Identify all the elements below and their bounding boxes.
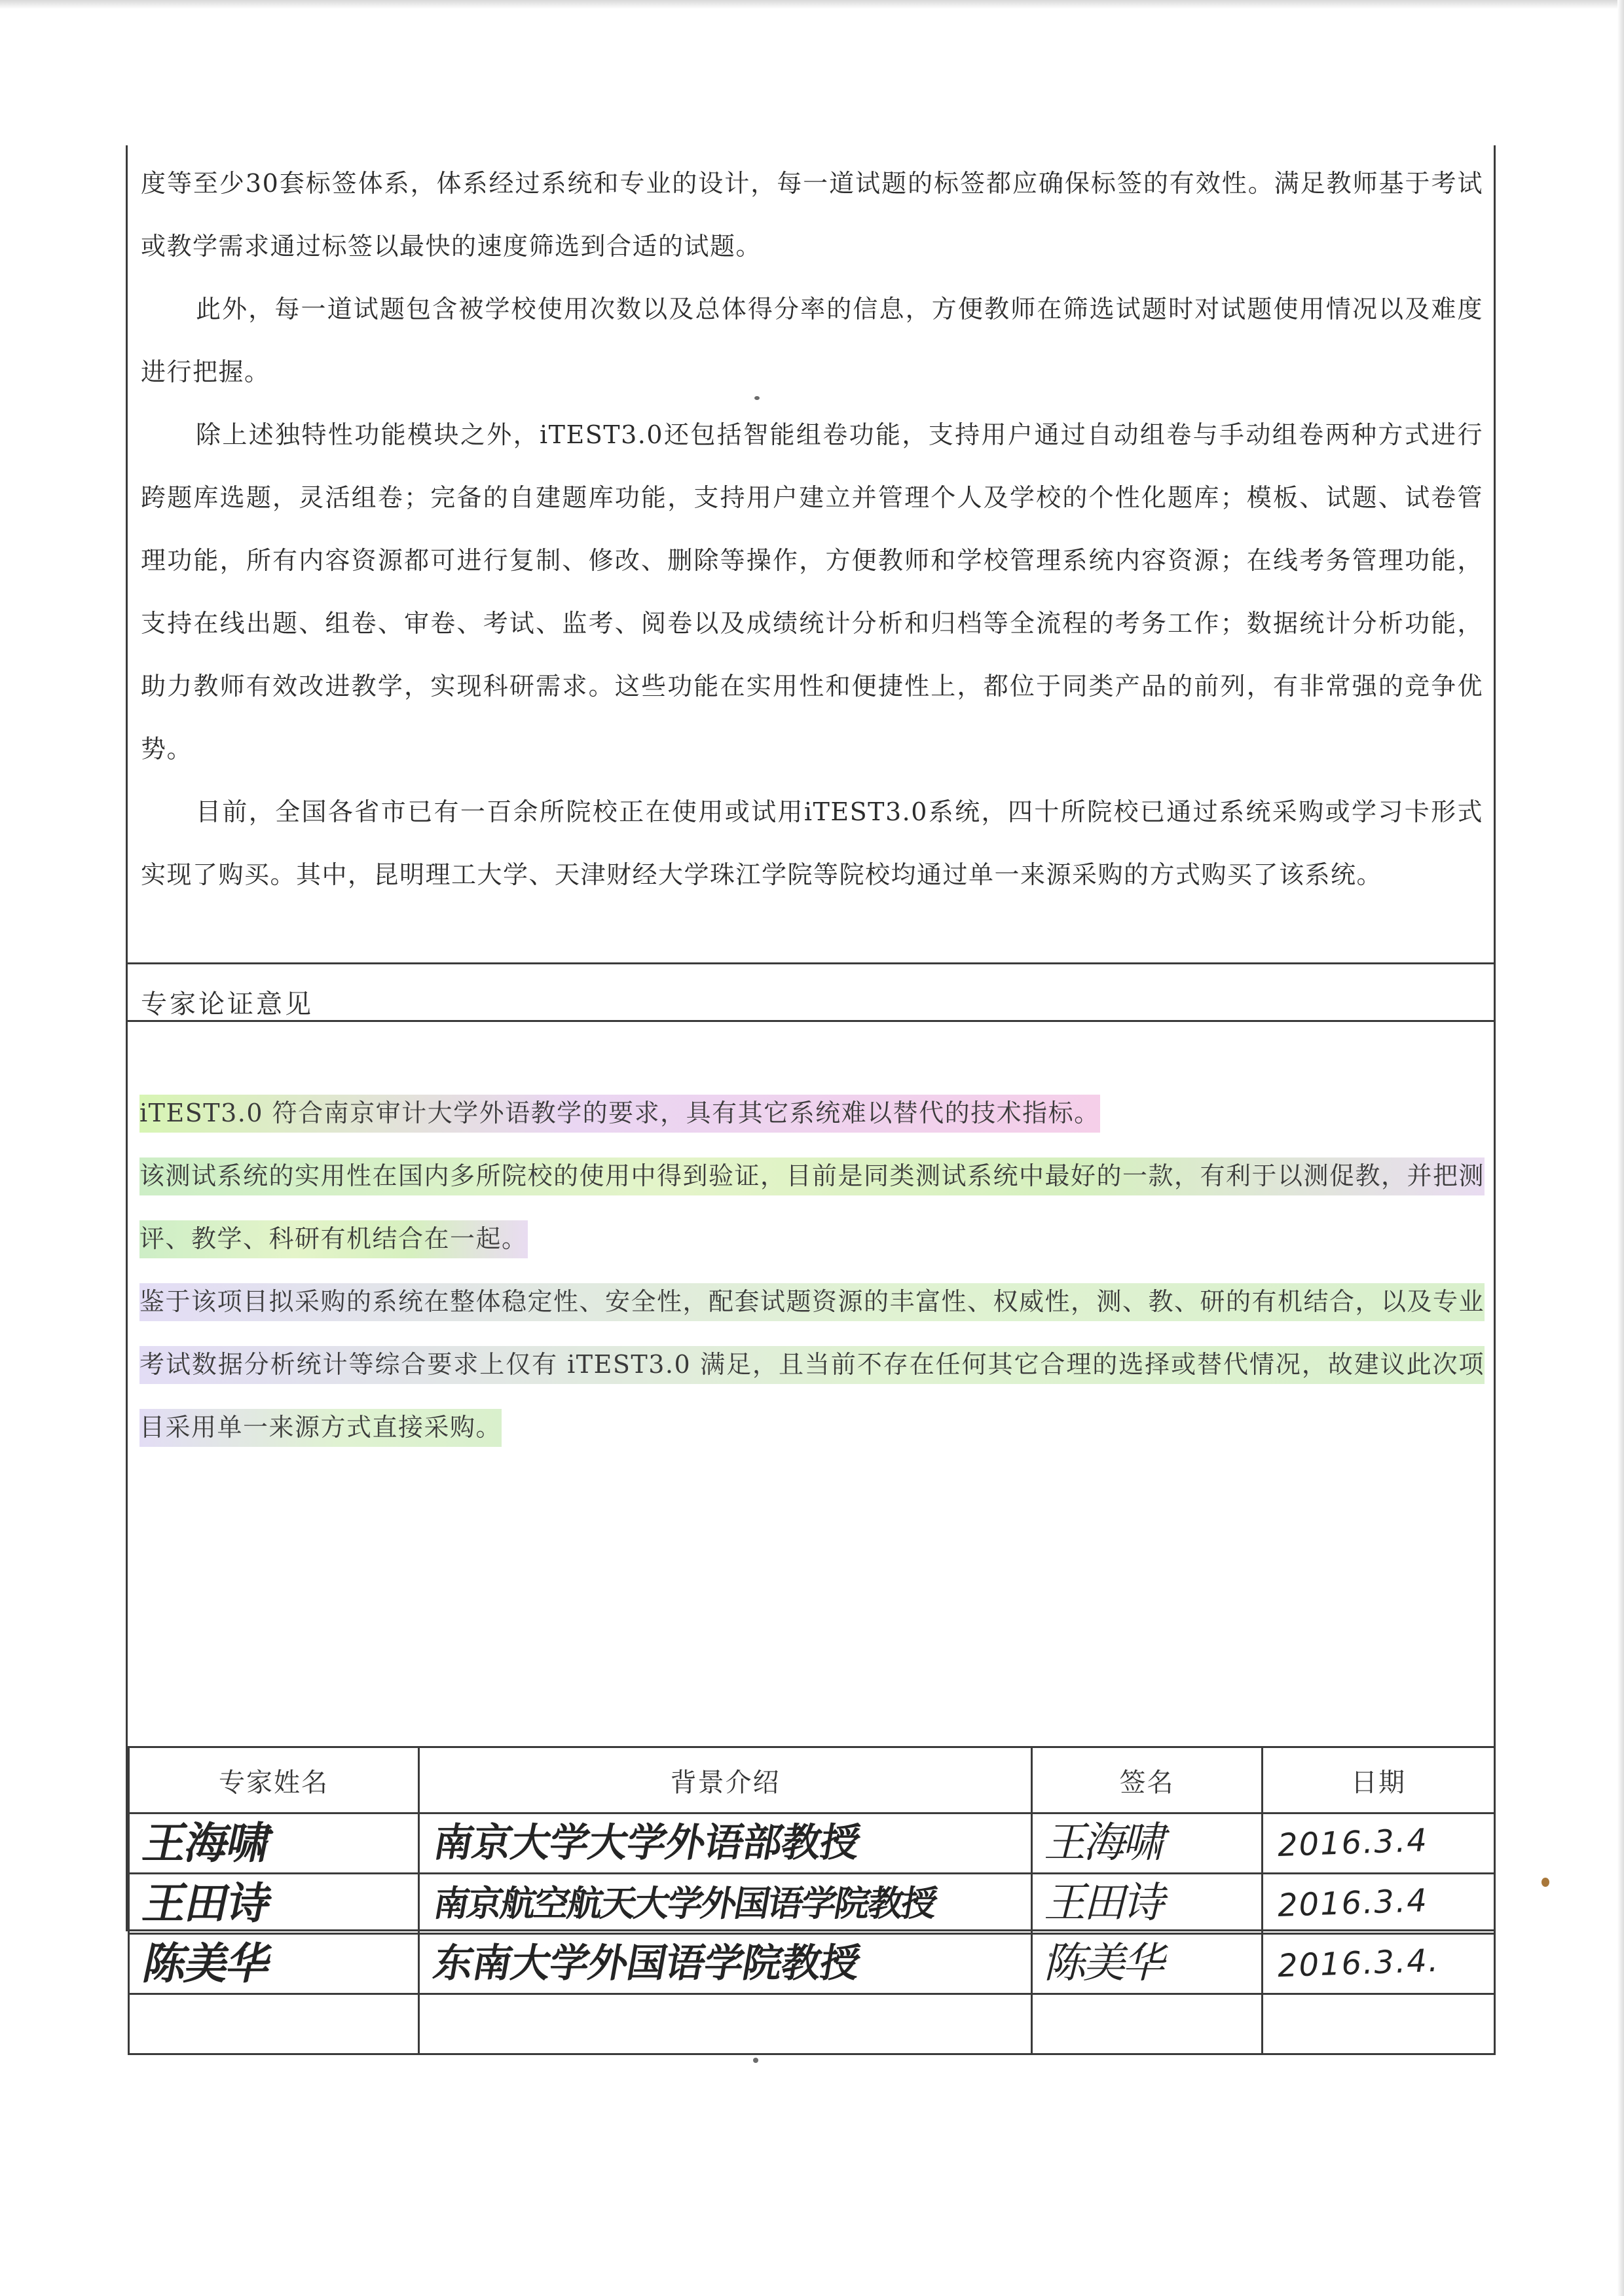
expert-opinion-text [139, 1082, 1485, 1459]
table-header-row [129, 1747, 1495, 1813]
scan-speck [1541, 1878, 1549, 1887]
background-cell [419, 1934, 1032, 1994]
handwritten-signature: 陈美华 [1041, 1939, 1172, 1988]
expert-opinion-label: 专家论证意见 [141, 989, 314, 1019]
opinion-line [139, 1082, 1485, 1144]
continued-description [141, 152, 1483, 906]
expert-name-cell [129, 1934, 419, 1994]
handwritten-name: 王海啸 [138, 1818, 276, 1868]
signature-cell [1032, 1994, 1263, 2054]
table-row [129, 1813, 1495, 1874]
paragraph: 目前，全国各省市已有一百余所院校正在使用或试用iTEST3.0系统，四十所院校已通过系统采购或学习卡形式实现了购买。其中，昆明理工大学、天津财经大学珠江学院等院校均通过单一来源采购的方式购买了该系统。 [141, 797, 1483, 889]
handwritten-name: 陈美华 [138, 1939, 276, 1989]
header-expert-name: 专家姓名 [129, 1747, 419, 1813]
handwritten-name: 王田诗 [138, 1878, 276, 1929]
date-cell [1263, 1813, 1495, 1874]
opinion-line [139, 1270, 1485, 1459]
handwritten-date: 2016.3.4 [1277, 1822, 1429, 1864]
handwritten-background: 南京大学大学外语部教授 [430, 1820, 864, 1866]
header-signature: 签名 [1032, 1747, 1263, 1813]
signature-cell [1032, 1934, 1263, 1994]
table-row [129, 1874, 1495, 1934]
header-background: 背景介绍 [419, 1747, 1032, 1813]
handwritten-signature: 王田诗 [1041, 1879, 1172, 1927]
expert-signature-table [128, 1746, 1496, 2055]
background-cell [419, 1874, 1032, 1934]
section-divider [128, 1020, 1494, 1022]
handwritten-date: 2016.3.4 [1277, 1882, 1429, 1924]
handwritten-background: 东南大学外国语学院教授 [430, 1941, 864, 1986]
background-cell [419, 1994, 1032, 2054]
paragraph: 度等至少30套标签体系，体系经过系统和专业的设计，每一道试题的标签都应确保标签的有效性。满足教师基于考试或教学需求通过标签以最快的速度筛选到合适的试题。 [141, 169, 1483, 261]
paragraph: 此外，每一道试题包含被学校使用次数以及总体得分率的信息，方便教师在筛选试题时对试题使用情况以及难度进行把握。 [141, 295, 1483, 386]
table-row [129, 1994, 1495, 2054]
expert-name-cell [129, 1813, 419, 1874]
background-cell [419, 1813, 1032, 1874]
scan-edge-right [1617, 0, 1624, 2296]
expert-name-cell [129, 1874, 419, 1934]
paragraph: 除上述独特性功能模块之外，iTEST3.0还包括智能组卷功能，支持用户通过自动组卷与手动组卷两种方式进行跨题库选题，灵活组卷；完备的自建题库功能，支持用户建立并管理个人及学校的个性化题库；模板、试题、试卷管理功能，所有内容资源都可进行复制、修改、删除等操作，方便教师和学校管理系统内容资源；在线考务管理功能，支持在线出题、组卷、审卷、考试、监考、阅卷以及成绩统计分析和归档等全流程的考务工作；数据统计分析功能，助力教师有效改进教学，实现科研需求。这些功能在实用性和便捷性上，都位于同类产品的前列，有非常强的竞争优势。 [141, 420, 1483, 763]
date-cell [1263, 1994, 1495, 2054]
signature-cell [1032, 1874, 1263, 1934]
opinion-line [139, 1144, 1485, 1270]
table-row [129, 1934, 1495, 1994]
handwritten-background: 南京航空航天大学外国语学院教授 [430, 1883, 939, 1924]
date-cell [1263, 1934, 1495, 1994]
highlighted-text: 该测试系统的实用性在国内多所院校的使用中得到验证，目前是同类测试系统中最好的一款，有利于以测促教，并把测评、教学、科研有机结合在一起。 [139, 1157, 1485, 1258]
handwritten-date: 2016.3.4. [1277, 1942, 1440, 1985]
handwritten-signature: 王海啸 [1041, 1819, 1172, 1867]
section-divider [128, 962, 1494, 964]
signature-cell [1032, 1813, 1263, 1874]
highlighted-text: iTEST3.0 符合南京审计大学外语教学的要求，具有其它系统难以替代的技术指标。 [139, 1095, 1100, 1133]
header-date: 日期 [1263, 1747, 1495, 1813]
scan-speck [753, 2058, 758, 2063]
form-table [126, 145, 1496, 1989]
scan-edge-top [0, 0, 1624, 9]
expert-name-cell [129, 1994, 419, 2054]
highlighted-text: 鉴于该项目拟采购的系统在整体稳定性、安全性，配套试题资源的丰富性、权威性，测、教、研的有机结合，以及专业考试数据分析统计等综合要求上仅有 iTEST3.0 满足，且当前不存在任何其它合理的选择或替代情况，故建议此次项目采用单一来源方式直接采购。 [139, 1283, 1485, 1447]
date-cell [1263, 1874, 1495, 1934]
